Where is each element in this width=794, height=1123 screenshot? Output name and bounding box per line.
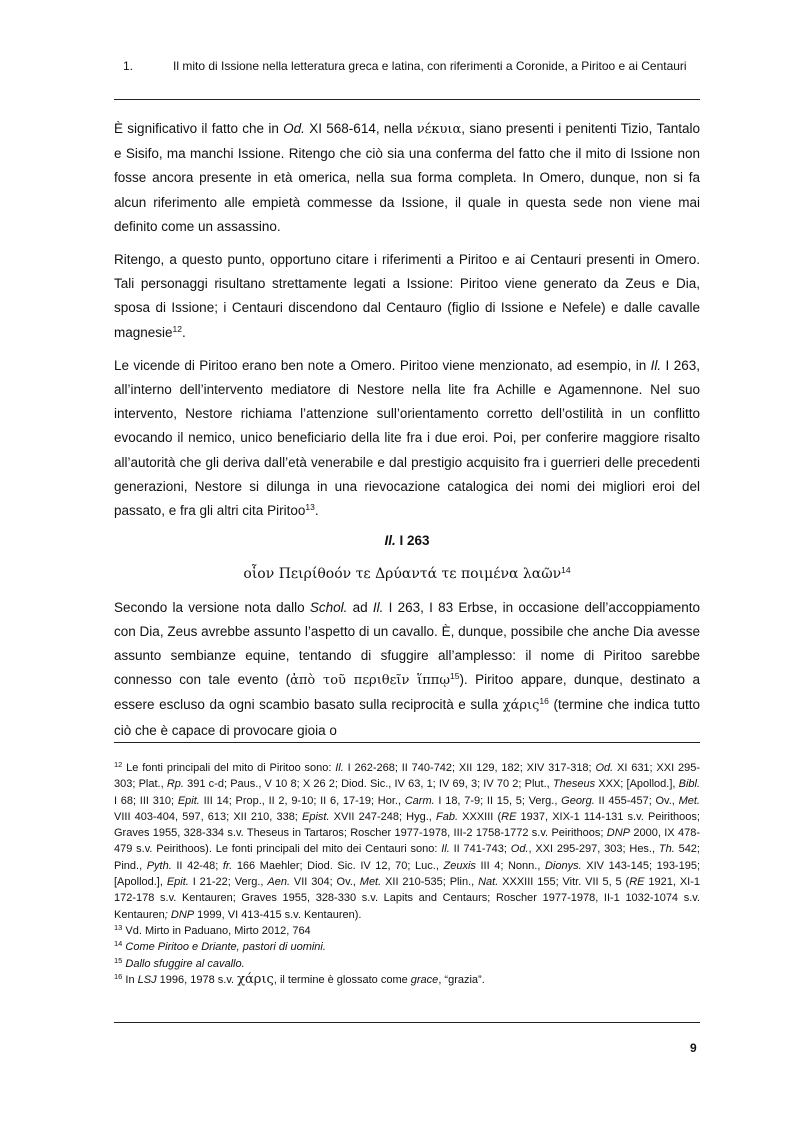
text-run: 1937, XIX-1 114-131 s.v. Peirithoos; Graves 1955, 328-334 s.v. Theseus in Tartaros; Roscher 1977-1978, III-2 1758-1772 s.v. Peirithoos; (114, 810, 700, 840)
footnote-text: Come Piritoo e Driante, pastori di uomini. (122, 941, 326, 954)
italic-run: fr. (222, 859, 233, 872)
text-run: . (314, 503, 319, 519)
text-run: XXXIII 155; Vitr. VII 5, 5 ( (498, 876, 630, 889)
text-run: In (122, 973, 138, 986)
paragraph-1 (114, 117, 700, 239)
chapter-number: 1. (123, 59, 134, 73)
italic-run: Od. (510, 843, 529, 856)
italic-run: ; DNP (164, 908, 195, 921)
italic-run: Met. (359, 876, 382, 889)
text-run: , il termine è glossato come (273, 973, 411, 986)
italic-run: Aen. (267, 876, 291, 889)
footnote-ref-12[interactable]: 12 (172, 323, 183, 334)
text-run: XI 568-614, nella (304, 121, 417, 136)
greek-term: νέκυια (416, 122, 462, 137)
paragraph-3 (114, 354, 700, 523)
text-run: III 4; Nonn., (475, 859, 545, 872)
italic-run: Georg. (561, 794, 595, 807)
text-run: Ritengo, a questo punto, opportuno citare i riferimenti a Piritoo e ai Centauri presenti in Omero. Tali personaggi risultano strettamente legati a Issione: Piritoo viene generato da Zeus e Dia, sposa di Issione; i Centauri discendono dal Centauro (figlio di Issione e Nefele) e dalle cavalle magnesie (114, 252, 700, 340)
italic-run: Epist. (302, 810, 330, 823)
text-run: III 14; Prop., II 2, 9-10; II 6, 17-19; Hor., (199, 794, 405, 807)
italic-run: Theseus (552, 778, 596, 791)
italic-run: Il. (441, 843, 450, 856)
footnote-14 (114, 939, 700, 955)
text-run: Secondo la versione nota dallo (114, 599, 310, 615)
text-run: 2000, IX 478-479 s.v. Peirithoos). Le fonti principali del mito dei Centauri sono: (114, 827, 700, 856)
text-run: , siano presenti i penitenti Tizio, Tantalo e Sisifo, ma manchi Issione. Ritengo che ciò sia una conferma del fatto che il mito di Issione non fosse ancora presente in età omerica, nella sua forma completa. In Omero, dunque, non si fa alcun riferimento alle empietà commesse da Issione, il quale in questa sede non viene mai definito come un assassino. (114, 121, 700, 234)
italic-run: Dionys. (544, 859, 582, 872)
italic-run: Pyth. (146, 859, 172, 872)
text-run: 1999, VI 413-415 s.v. Kentauren). (194, 908, 362, 921)
text-run: I 263, I 83 Erbse, in occasione dell’accoppiamento con Dia, Zeus avrebbe assunto l’aspetto di un cavallo. È, dunque, possibile che anche Dia avesse assunto sembianze equine, tentando di sfuggire all’amplesso: il nome di Piritoo sarebbe connesso con tale evento ( (114, 599, 700, 688)
italic-run: Od. (595, 762, 614, 774)
text-run: 391 c-d; Paus., V 10 8; X 26 2; Diod. Sic., IV 63, 1; IV 69, 3; IV 70 2; Plut., (183, 778, 553, 791)
text-run: II 741-743; (449, 843, 511, 856)
footnote-number: 16 (114, 971, 123, 981)
greek-phrase: ἀπὸ τοῦ περιθεῖν ἵππῳ (290, 673, 450, 689)
italic-run: Carm. (404, 794, 435, 807)
text-run: VII 304; Ov., (290, 876, 360, 889)
text-run: I 18, 7-9; II 15, 5; Verg., (434, 794, 562, 807)
italic-run: Bibl. (678, 778, 701, 791)
italic-run: Rp. (166, 778, 184, 791)
running-header (123, 59, 703, 73)
greek-term: χάρις (502, 698, 540, 714)
italic-run: Th. (658, 843, 675, 856)
header-rule (114, 99, 700, 100)
paragraph-2 (114, 248, 700, 345)
text-run: I 262-268; II 740-742; XII 129, 182; XIV 317-318; (343, 762, 596, 774)
text-run: . (182, 324, 186, 340)
abbr-od: Od. (283, 121, 305, 136)
italic-run: Nat. (478, 876, 499, 889)
text-run: , XXI 295-297, 303; Hes., (528, 843, 659, 856)
italic-run: grace (410, 973, 439, 986)
text-run: ). Piritoo appare, dunque, destinato a essere escluso da ogni scambio basato sulla reciprocità e sulla (114, 672, 700, 713)
text-run: VIII 403-404, 597, 613; XII 210, 338; (114, 810, 303, 823)
footnote-text: Vd. Mirto in Paduano, Mirto 2012, 764 (122, 924, 311, 937)
text-run: I 68; III 310; (114, 794, 178, 807)
main-text (114, 117, 700, 752)
text-run: XIV 143-145; 193-195; [Apollod.], (114, 859, 701, 889)
text-run: XI 631; XXI 295-303; Plat., (114, 762, 700, 791)
greek-term: χάρις (237, 971, 274, 987)
text-run: II 42-48; (171, 859, 223, 872)
running-title: Il mito di Issione nella letteratura greca e latina, con riferimenti a Coronide, a Piritoo e ai Centauri (173, 59, 687, 73)
italic-run: LSJ (137, 973, 157, 986)
greek-verse (114, 562, 700, 586)
citation-heading (114, 529, 700, 553)
footnote-ref-13[interactable]: 13 (305, 502, 315, 513)
abbr-il: Il. (384, 533, 396, 549)
footnote-13 (114, 923, 700, 939)
text-run: I 263, all’interno dell’intervento mediatore di Nestore nella lite fra Achille e Agamennone. Nel suo intervento, Nestore richiama l’attenzione sull’orientamento corretto dell’ostilità in un conflitto evocando il nemico, unico beneficiario della lite fra i due eroi. Poi, per conferire maggiore risalto all’autorità che gli deriva dall’età venerabile e dal prestigio acquisito fra i guerrieri delle precedenti generazioni, Nestore si dilunga in una rievocazione catalogica dei nomi dei migliori eroi del passato, e fra gli altri cita Piritoo (114, 357, 700, 519)
text-run: Le vicende di Piritoo erano ben note a Omero. Piritoo viene menzionato, ad esempio, in (114, 357, 651, 373)
italic-run: RE (629, 876, 645, 889)
verse-text: οἷον Πειρίθοόν τε Δρύαντά τε ποιμένα λαῶν (243, 566, 562, 583)
text-run: II 455-457; Ov., (594, 794, 679, 807)
footnote-number: 14 (114, 939, 123, 949)
abbr-il: Il. (650, 357, 662, 373)
footnote-16 (114, 972, 700, 988)
abbr-schol: Schol. (309, 599, 348, 615)
text-run: XXX; [Apollod.], (595, 778, 679, 791)
italic-run: DNP (606, 827, 631, 840)
italic-run: Il. (335, 762, 344, 774)
italic-run: Epit. (177, 794, 200, 807)
text-run: XVII 247-248; Hyg., (329, 810, 436, 823)
footnote-15 (114, 956, 700, 972)
paragraph-4 (114, 596, 700, 743)
footnote-ref-16[interactable]: 16 (539, 696, 549, 707)
text-run: Le fonti principali del mito di Piritoo sono: (122, 762, 336, 774)
footnote-number: 13 (114, 922, 123, 932)
italic-run: RE (501, 810, 517, 823)
text-run: , “grazia”. (438, 973, 485, 986)
italic-run: Zeuxis (443, 859, 476, 872)
text-run: 166 Maehler; Diod. Sic. IV 12, 70; Luc., (232, 859, 444, 872)
text-run: I 21-22; Verg., (188, 876, 268, 889)
text-run: 1996, 1978 s.v. (156, 973, 238, 986)
citation-ref: I 263 (395, 533, 430, 549)
italic-run: Epit. (166, 876, 189, 889)
footnote-ref-15[interactable]: 15 (449, 671, 460, 682)
page-number: 9 (690, 1041, 697, 1055)
footnotes (114, 760, 700, 988)
text-run: 1921, XI-1 172-178 s.v. Kentauren; Graves 1955, 328-330 s.v. Lapits and Centaurs; Roscher 1977-1978, II-1 1032-1074 s.v. Kentauren (114, 876, 700, 921)
footnote-text: Dallo sfuggire al cavallo. (122, 957, 245, 970)
footnote-number: 12 (114, 760, 123, 769)
text-run: XII 210-535; Plin., (381, 876, 479, 889)
abbr-il: Il. (372, 599, 384, 615)
italic-run: Fab. (435, 810, 458, 823)
footnote-12 (114, 760, 700, 923)
text-run: (termine che indica tutto ciò che è capace di provocare gioia o (114, 697, 700, 738)
text-run: ad (347, 599, 373, 615)
footer-rule (114, 1022, 700, 1023)
text-run: È significativo il fatto che in (114, 121, 284, 136)
footnote-number: 15 (114, 955, 123, 965)
text-run: XXXIII ( (458, 810, 502, 823)
italic-run: Met. (678, 794, 700, 807)
footnote-ref-14[interactable]: 14 (561, 565, 571, 576)
footnote-separator (114, 742, 700, 743)
text-run: 542; Pind., (114, 843, 700, 872)
